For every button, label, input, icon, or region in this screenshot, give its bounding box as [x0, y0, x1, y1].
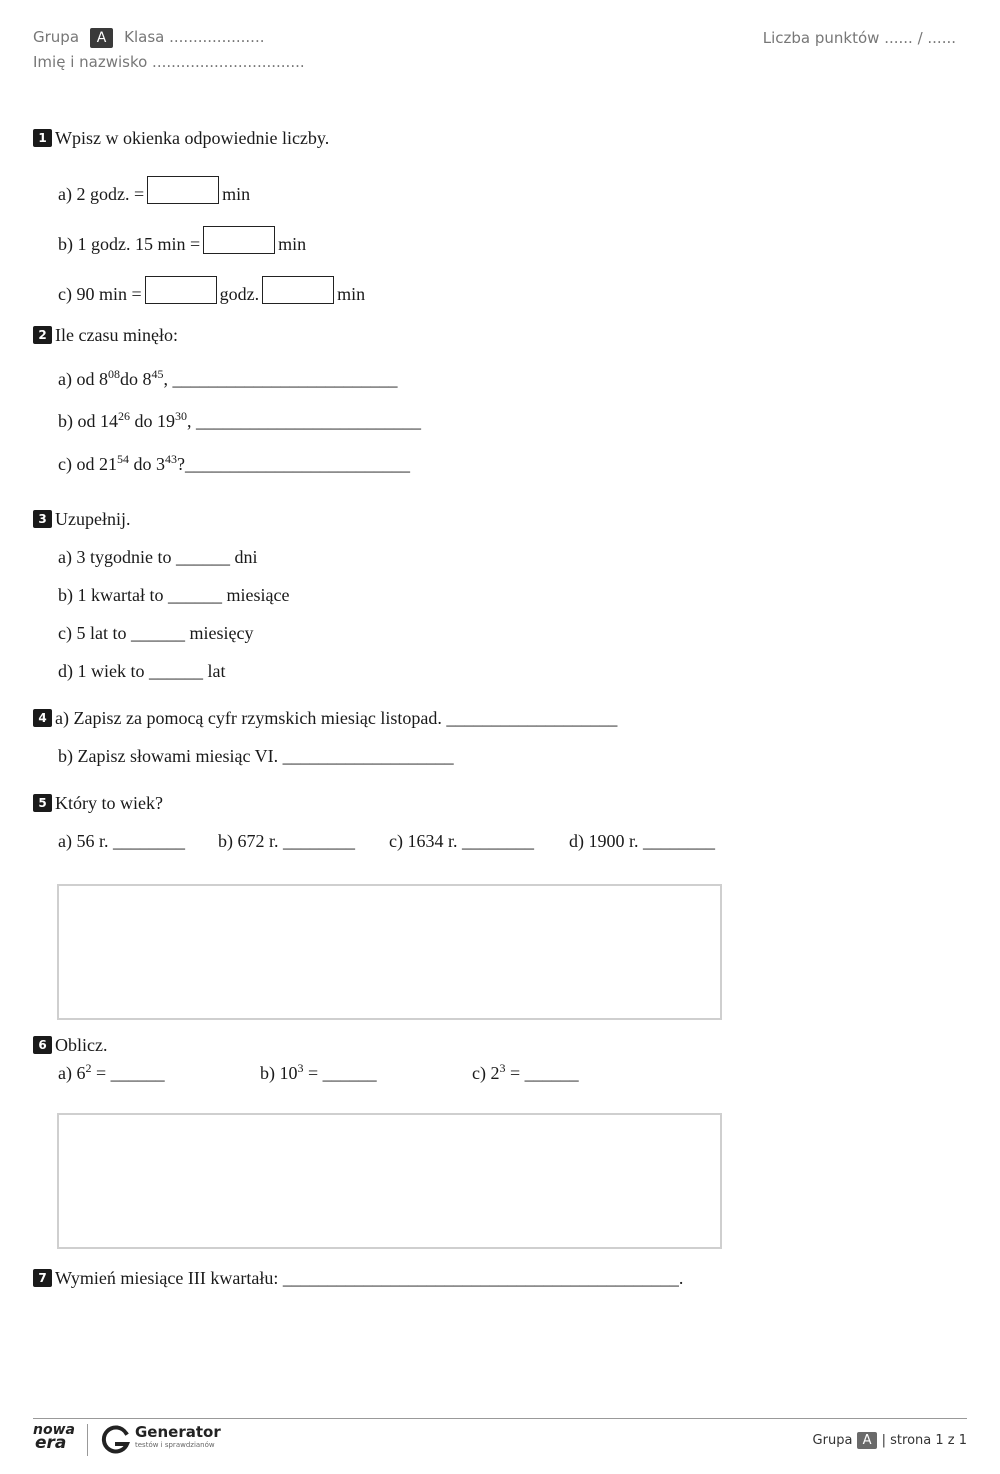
generator-title: Generator — [135, 1423, 221, 1441]
task5-a[interactable]: a) 56 r. ________ — [58, 831, 185, 851]
task4-a-row[interactable] — [33, 708, 617, 729]
task5-c[interactable]: c) 1634 r. ________ — [389, 831, 534, 851]
exponent: 2 — [85, 1061, 92, 1075]
group-label: Grupa — [33, 28, 80, 46]
superscript: 45 — [151, 367, 164, 381]
task2-title-row — [33, 325, 178, 346]
superscript: 26 — [118, 409, 130, 423]
unit-label: min — [278, 234, 307, 254]
answer-line[interactable]: = ______ — [91, 1063, 165, 1083]
unit-label: min — [337, 284, 366, 304]
answer-box[interactable] — [262, 276, 334, 304]
task6-title: Oblicz. — [55, 1035, 108, 1055]
class-field[interactable]: Klasa .................... — [124, 28, 265, 46]
task1-b-text: b) 1 godz. 15 min = — [58, 234, 201, 254]
text: b) od 14 — [58, 411, 118, 431]
text: a) od 8 — [58, 369, 108, 389]
name-field[interactable]: Imię i nazwisko ................................ — [33, 53, 305, 71]
task6-c[interactable] — [472, 1061, 579, 1084]
superscript: 08 — [107, 367, 120, 381]
answer-line[interactable]: = ______ — [303, 1063, 377, 1083]
text: b) 10 — [260, 1063, 298, 1083]
task5-b[interactable]: b) 672 r. ________ — [218, 831, 355, 851]
superscript: 30 — [175, 409, 187, 423]
task-number: 5 — [33, 794, 52, 812]
footer-group-badge: A — [857, 1432, 878, 1449]
answer-box[interactable] — [145, 276, 217, 304]
task2-b[interactable] — [58, 409, 421, 432]
task1-title: Wpisz w okienka odpowiednie liczby. — [55, 128, 330, 148]
group-badge: A — [90, 28, 114, 48]
text: do 19 — [130, 411, 175, 431]
task5-title-row — [33, 793, 163, 814]
task6-answer-area[interactable] — [57, 1113, 722, 1249]
task6-title-row — [33, 1035, 107, 1056]
logo-text-bottom: era — [35, 1433, 67, 1453]
task1-c-text: c) 90 min = — [58, 284, 142, 304]
task4-a[interactable]: a) Zapisz za pomocą cyfr rzymskich miesiąc listopad. ___________________ — [55, 708, 618, 728]
logo-separator — [87, 1424, 88, 1456]
task-number: 1 — [33, 129, 52, 147]
task7-text[interactable]: Wymień miesiące III kwartału: ____________________________________________. — [55, 1268, 684, 1288]
task5-title: Który to wiek? — [55, 793, 163, 813]
task1-a-text: a) 2 godz. = — [58, 184, 145, 204]
task5-d[interactable]: d) 1900 r. ________ — [569, 831, 715, 851]
task1-b — [58, 226, 306, 255]
generator-logo-icon — [100, 1424, 132, 1456]
task7-row[interactable] — [33, 1268, 683, 1289]
nowa-era-logo — [33, 1422, 75, 1453]
task2-c[interactable] — [58, 452, 410, 475]
text: do 3 — [128, 454, 165, 474]
text: c) 2 — [472, 1063, 500, 1083]
exponent: 3 — [499, 1061, 506, 1075]
superscript: 54 — [116, 452, 129, 466]
task-number: 3 — [33, 510, 52, 528]
exponent: 3 — [297, 1061, 304, 1075]
answer-line[interactable]: ?_________________________ — [176, 454, 410, 474]
task3-d[interactable]: d) 1 wiek to ______ lat — [58, 661, 226, 681]
answer-line[interactable]: = ______ — [505, 1063, 579, 1083]
unit-label: min — [222, 184, 251, 204]
unit-label: godz. — [219, 284, 260, 304]
generator-logo-text — [135, 1424, 221, 1450]
text: a) 6 — [58, 1063, 86, 1083]
answer-box[interactable] — [203, 226, 275, 254]
header-group-row — [33, 28, 265, 48]
task3-title: Uzupełnij. — [55, 509, 131, 529]
logo-text-top: nowa — [33, 1422, 75, 1438]
task1-a — [58, 176, 250, 205]
footer-divider — [33, 1418, 967, 1419]
superscript: 43 — [164, 452, 177, 466]
answer-line[interactable]: , _________________________ — [163, 369, 398, 389]
task-number: 6 — [33, 1036, 52, 1054]
task4-b[interactable]: b) Zapisz słowami miesiąc VI. ___________________ — [58, 746, 454, 766]
footer-group-label: Grupa — [812, 1433, 853, 1448]
points-field[interactable]: Liczba punktów ...... / ...... — [762, 29, 956, 47]
footer-page-info — [813, 1432, 967, 1449]
answer-box[interactable] — [147, 176, 219, 204]
task6-a[interactable] — [58, 1061, 165, 1084]
task1-c — [58, 276, 365, 305]
task-number: 4 — [33, 709, 52, 727]
task2-a[interactable] — [58, 367, 397, 390]
task-number: 2 — [33, 326, 52, 344]
generator-subtitle: testów i sprawdzianów — [135, 1441, 215, 1449]
task-number: 7 — [33, 1269, 52, 1287]
task5-answer-area[interactable] — [57, 884, 722, 1020]
answer-line[interactable]: , _________________________ — [187, 411, 421, 431]
task6-b[interactable] — [260, 1061, 377, 1084]
task3-c[interactable]: c) 5 lat to ______ miesięcy — [58, 623, 254, 643]
task3-a[interactable]: a) 3 tygodnie to ______ dni — [58, 547, 258, 567]
task2-title: Ile czasu minęło: — [55, 325, 178, 345]
text: c) od 21 — [58, 454, 117, 474]
task3-b[interactable]: b) 1 kwartał to ______ miesiące — [58, 585, 290, 605]
task3-title-row — [33, 509, 130, 530]
task1-title-row — [33, 128, 329, 149]
text: do 8 — [119, 369, 152, 389]
footer-page-label: | strona 1 z 1 — [881, 1433, 967, 1448]
